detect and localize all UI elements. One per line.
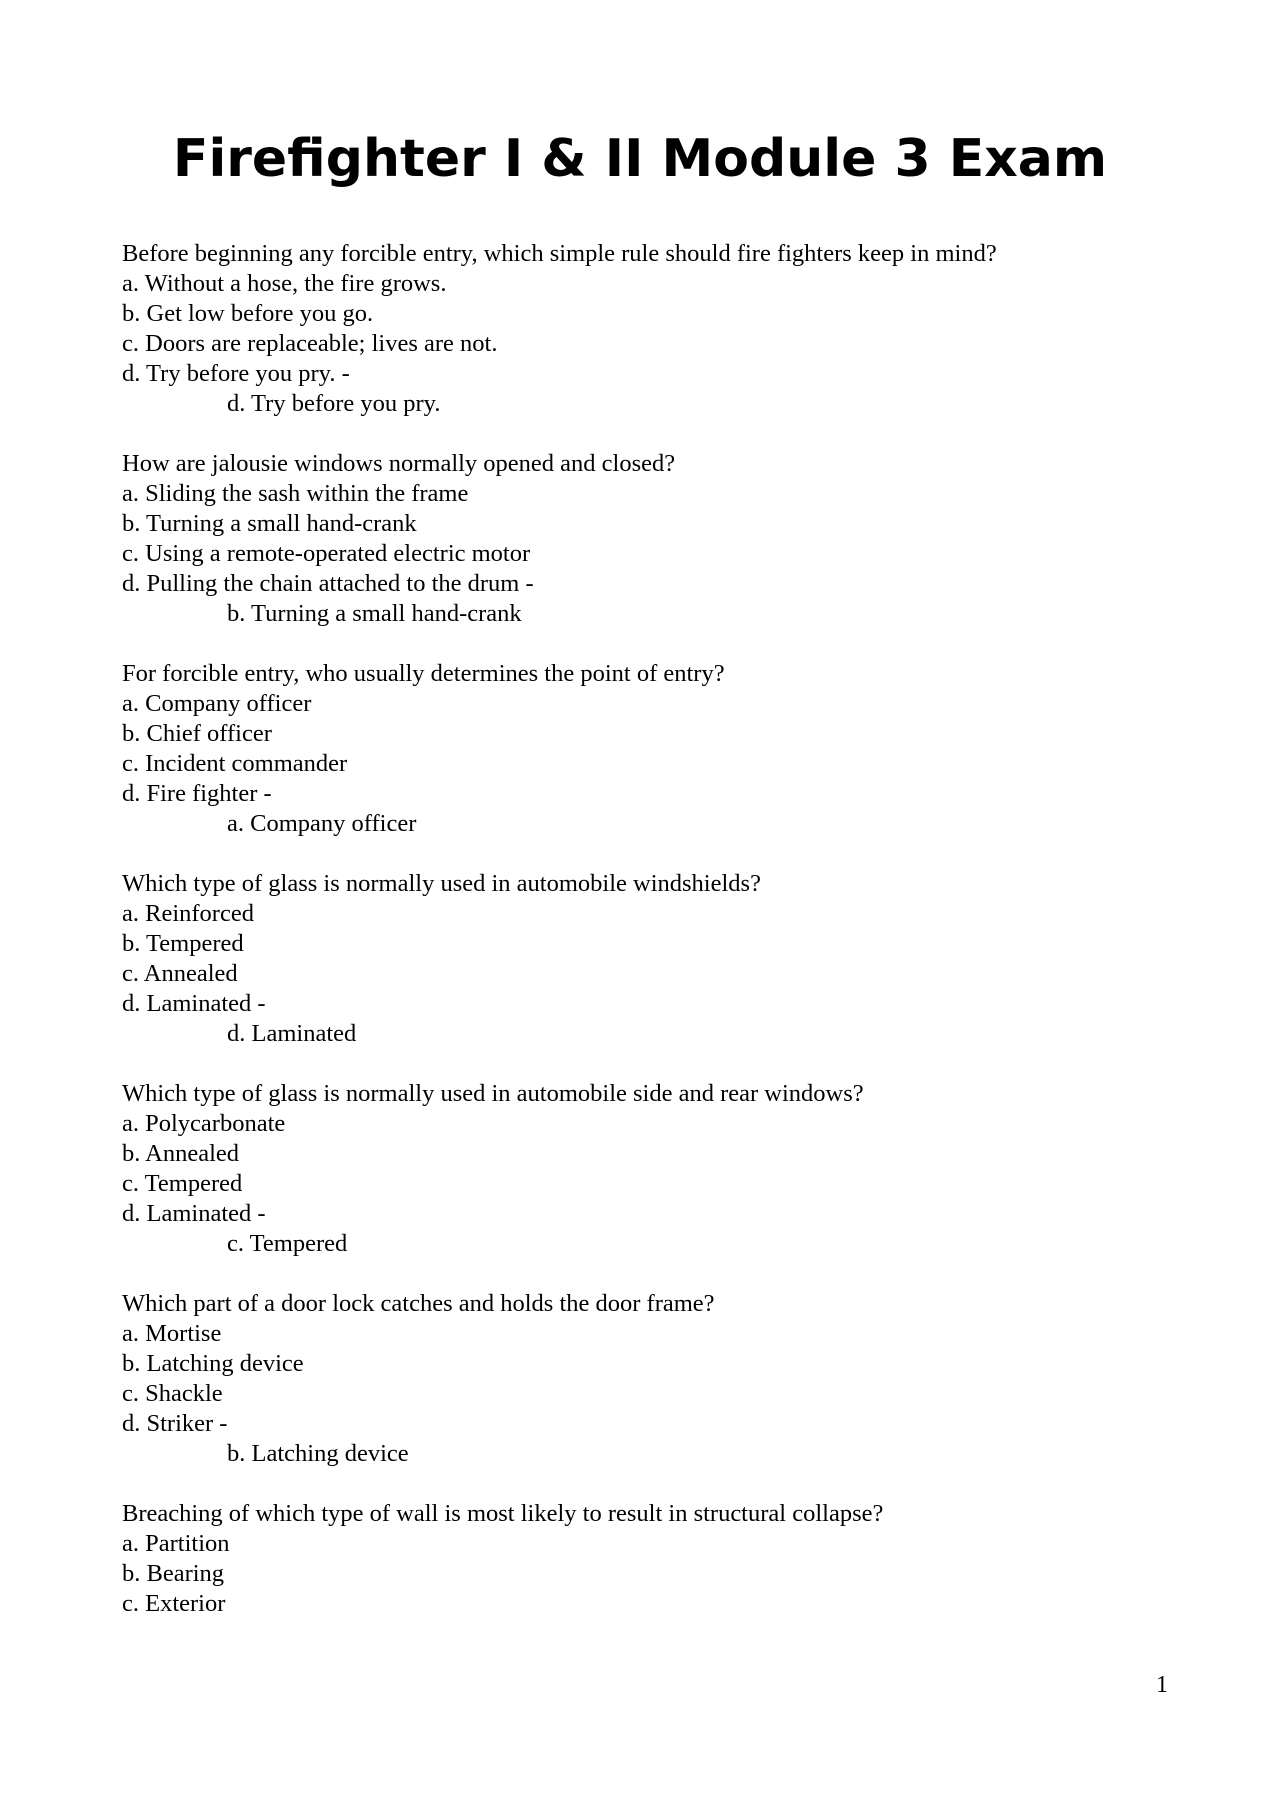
correct-answer: d. Laminated <box>227 1020 357 1047</box>
answer-option: d. Fire fighter - <box>122 780 272 807</box>
answer-option: b. Bearing <box>122 1560 225 1587</box>
answer-option: a. Sliding the sash within the frame <box>122 480 469 507</box>
page-number: 1 <box>1156 1672 1168 1698</box>
question-text: How are jalousie windows normally opened and closed? <box>122 450 676 477</box>
correct-answer: a. Company officer <box>227 810 417 837</box>
question-block <box>122 1499 1182 1619</box>
answer-option: b. Turning a small hand-crank <box>122 510 417 537</box>
correct-answer: d. Try before you pry. <box>227 390 441 417</box>
answer-option: a. Company officer <box>122 690 312 717</box>
question-block <box>122 869 1182 1049</box>
question-block <box>122 239 1182 419</box>
answer-option: d. Striker - <box>122 1410 228 1437</box>
answer-option: c. Shackle <box>122 1380 223 1407</box>
answer-option: b. Get low before you go. <box>122 300 374 327</box>
correct-answer: c. Tempered <box>227 1230 348 1257</box>
answer-option: b. Latching device <box>122 1350 304 1377</box>
answer-option: d. Pulling the chain attached to the drum - <box>122 570 534 597</box>
answer-option: a. Polycarbonate <box>122 1110 286 1137</box>
question-text: Before beginning any forcible entry, which simple rule should fire fighters keep in mind? <box>122 240 997 267</box>
correct-answer: b. Turning a small hand-crank <box>227 600 522 627</box>
answer-option: c. Using a remote-operated electric motor <box>122 540 531 567</box>
question-text: Which type of glass is normally used in automobile side and rear windows? <box>122 1080 864 1107</box>
question-text: Which part of a door lock catches and holds the door frame? <box>122 1290 715 1317</box>
answer-option: c. Doors are replaceable; lives are not. <box>122 330 498 357</box>
correct-answer: b. Latching device <box>227 1440 409 1467</box>
question-text: Which type of glass is normally used in automobile windshields? <box>122 870 761 897</box>
question-block <box>122 449 1182 629</box>
answer-option: b. Chief officer <box>122 720 272 747</box>
answer-option: c. Annealed <box>122 960 238 987</box>
answer-option: a. Without a hose, the fire grows. <box>122 270 447 297</box>
answer-option: d. Try before you pry. - <box>122 360 350 387</box>
question-list <box>122 239 1182 1649</box>
answer-option: a. Partition <box>122 1530 230 1557</box>
answer-option: b. Tempered <box>122 930 244 957</box>
page-title: Firefighter I & II Module 3 Exam <box>172 129 1108 189</box>
answer-option: a. Mortise <box>122 1320 222 1347</box>
answer-option: c. Incident commander <box>122 750 348 777</box>
question-block <box>122 1079 1182 1259</box>
answer-option: c. Tempered <box>122 1170 243 1197</box>
question-text: For forcible entry, who usually determines the point of entry? <box>122 660 725 687</box>
question-block <box>122 659 1182 839</box>
answer-option: c. Exterior <box>122 1590 226 1617</box>
answer-option: b. Annealed <box>122 1140 240 1167</box>
answer-option: d. Laminated - <box>122 990 266 1017</box>
question-text: Breaching of which type of wall is most likely to result in structural collapse? <box>122 1500 884 1527</box>
answer-option: a. Reinforced <box>122 900 254 927</box>
question-block <box>122 1289 1182 1469</box>
answer-option: d. Laminated - <box>122 1200 266 1227</box>
